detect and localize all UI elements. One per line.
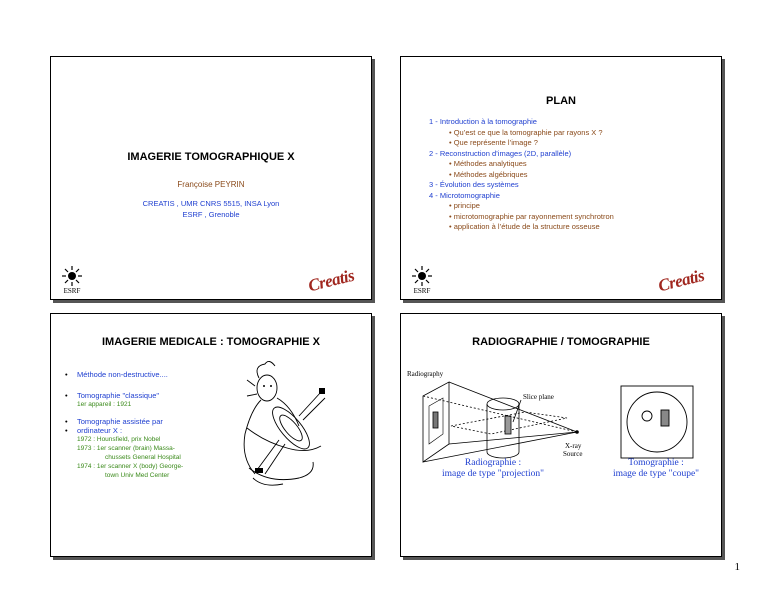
page-number: 1 <box>734 561 740 573</box>
label-radiography: Radiography <box>407 370 444 378</box>
esrf-logo <box>407 265 437 295</box>
slide-title-heading: IMAGERIE TOMOGRAPHIQUE X <box>127 151 295 163</box>
label-xray-1: X-ray <box>565 442 582 450</box>
plan-section: 3 - Évolution des systèmes <box>429 180 519 189</box>
plan-list <box>429 117 614 233</box>
plan-section: 2 - Reconstruction d’images (2D, parallèle) <box>429 148 572 158</box>
history-1974-b: town Univ Med Center <box>105 472 170 479</box>
esrf-label: ESRF <box>63 287 81 295</box>
plan-subitem: • Méthodes analytiques <box>429 159 614 170</box>
plan-subitem: • Que représente l’image ? <box>429 138 614 149</box>
bullet-assistee-line1: • Tomographie assistée par <box>63 417 213 426</box>
author: Françoise PEYRIN <box>177 180 245 189</box>
bullet-non-destructive: • Méthode non-destructive.... <box>63 370 213 379</box>
caption-tomographie <box>591 458 721 480</box>
slide-imagerie-medicale <box>50 313 372 557</box>
bullet-assistee-line2-text: ordinateur X : <box>77 426 123 435</box>
plan-heading: PLAN <box>546 95 576 107</box>
plan-subitem: • application à l’étude de la structure osseuse <box>429 222 614 233</box>
label-xray-2: Source <box>563 450 583 458</box>
plan-section: 1 - Introduction à la tomographie <box>429 117 537 126</box>
plan-subitem: • principe <box>429 201 614 212</box>
affiliation-esrf: ESRF , Grenoble <box>182 210 240 219</box>
caption-radiographie-1: Radiographie : <box>464 458 522 468</box>
radio-tomo-heading: RADIOGRAPHIE / TOMOGRAPHIE <box>472 336 650 348</box>
label-slice-plane: Slice plane <box>523 393 554 401</box>
esrf-logo <box>57 265 87 295</box>
esrf-sun-icon <box>61 265 83 287</box>
history-1973-a: 1973 : 1er scanner (brain) Massa- <box>77 445 175 452</box>
history-bullets <box>63 370 213 480</box>
scanner-cartoon-illustration <box>219 358 339 498</box>
imagerie-heading: IMAGERIE MEDICALE : TOMOGRAPHIE X <box>102 336 320 348</box>
caption-tomographie-2: image de type "coupe" <box>612 469 700 479</box>
plan-subitem: • Qu’est ce que la tomographie par rayons X ? <box>429 128 614 139</box>
plan-section: 4 - Microtomographie <box>429 190 500 200</box>
slide-title <box>50 56 372 300</box>
creatis-logo: Creatis <box>306 265 357 296</box>
slide-radio-tomo <box>400 313 722 557</box>
plan-subitem: • Méthodes algébriques <box>429 170 614 181</box>
bullet-classique: • Tomographie "classique" <box>63 391 213 400</box>
caption-tomographie-1: Tomographie : <box>628 458 684 468</box>
history-1972: 1972 : Hounsfield, prix Nobel <box>77 436 161 443</box>
plan-subitem: • microtomographie par rayonnement synchrotron <box>429 212 614 223</box>
bullet-assistee-line2 <box>63 426 213 435</box>
affiliation-creatis: CREATIS , UMR CNRS 5515, INSA Lyon <box>142 199 280 208</box>
esrf-sun-icon <box>411 265 433 287</box>
creatis-logo: Creatis <box>656 265 707 296</box>
history-1973-b: chussets General Hospital <box>105 454 181 461</box>
slide-plan <box>400 56 722 300</box>
esrf-label: ESRF <box>413 287 431 295</box>
caption-radiographie <box>413 458 573 480</box>
bullet-classique-sub: 1er appareil : 1921 <box>77 401 132 408</box>
caption-radiographie-2: image de type "projection" <box>442 469 544 479</box>
history-1974-a: 1974 : 1er scanner X (body) George- <box>77 463 184 470</box>
